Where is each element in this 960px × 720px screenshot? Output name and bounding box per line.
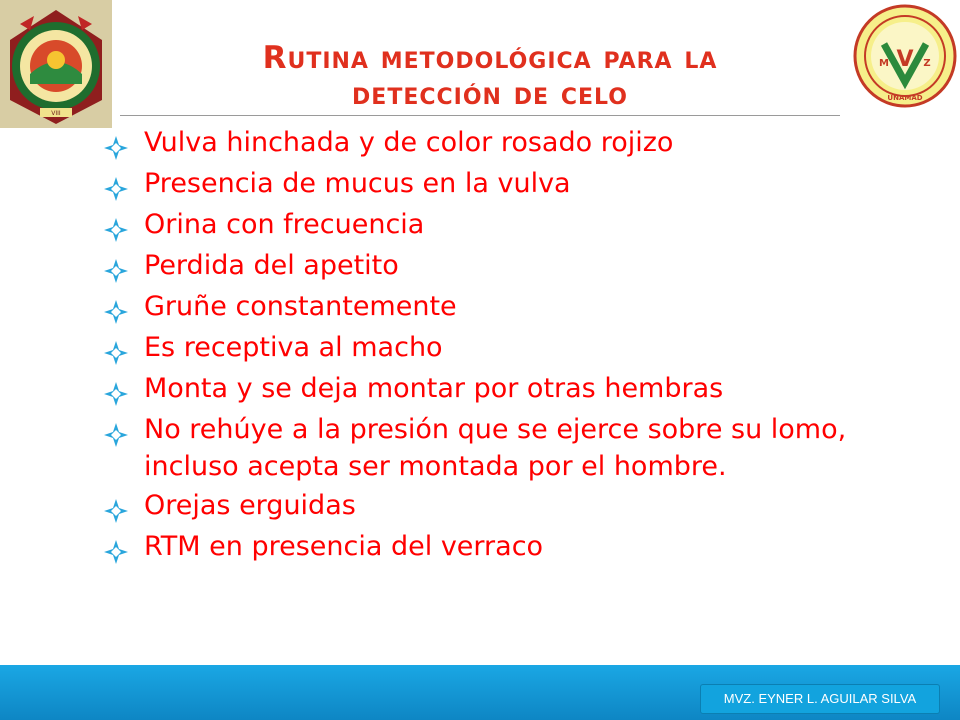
diamond-star-icon [104, 131, 128, 155]
list-item [104, 245, 904, 286]
diamond-star-icon [104, 377, 128, 401]
svg-text:V: V [896, 47, 914, 72]
list-item [104, 286, 904, 327]
bullet-text: RTM en presencia del verraco [144, 531, 544, 562]
list-item [104, 409, 904, 485]
bullet-text: No rehúye a la presión que se ejerce sobre su lomo, incluso acepta ser montada por el hombre. [144, 414, 847, 482]
list-item [104, 526, 904, 567]
diamond-star-icon [104, 254, 128, 278]
diamond-star-icon [104, 535, 128, 559]
bullet-text: Monta y se deja montar por otras hembras [144, 373, 724, 404]
university-crest-icon [0, 0, 112, 128]
diamond-star-icon [104, 172, 128, 196]
title-divider [120, 115, 840, 116]
diamond-star-icon [104, 213, 128, 237]
slide-title-line-1: Rutina metodológica para la [262, 40, 718, 76]
university-crest-logo [0, 0, 112, 128]
svg-text:VIII: VIII [51, 110, 61, 117]
list-item [104, 163, 904, 204]
list-item [104, 204, 904, 245]
slide-title-line-2: detección de celo [352, 76, 628, 112]
bullet-list [104, 122, 904, 567]
svg-text:UNAMAD: UNAMAD [887, 94, 923, 102]
svg-text:Z: Z [923, 58, 931, 69]
faculty-seal-logo [850, 0, 960, 112]
list-item [104, 368, 904, 409]
list-item [104, 485, 904, 526]
diamond-star-icon [104, 295, 128, 319]
diamond-star-icon [104, 336, 128, 360]
diamond-star-icon [104, 494, 128, 518]
list-item [104, 122, 904, 163]
bullet-text: Es receptiva al macho [144, 332, 443, 363]
diamond-star-icon [104, 418, 128, 442]
bullet-text: Orina con frecuencia [144, 209, 425, 240]
svg-text:M: M [879, 58, 889, 69]
bullet-text: Perdida del apetito [144, 250, 399, 281]
bullet-text: Gruñe constantemente [144, 291, 457, 322]
mvz-faculty-seal-icon [850, 0, 960, 112]
author-badge: MVZ. EYNER L. AGUILAR SILVA [700, 684, 940, 714]
list-item [104, 327, 904, 368]
bullet-text: Orejas erguidas [144, 490, 356, 521]
bullet-text: Vulva hinchada y de color rosado rojizo [144, 127, 674, 158]
bullet-text: Presencia de mucus en la vulva [144, 168, 571, 199]
